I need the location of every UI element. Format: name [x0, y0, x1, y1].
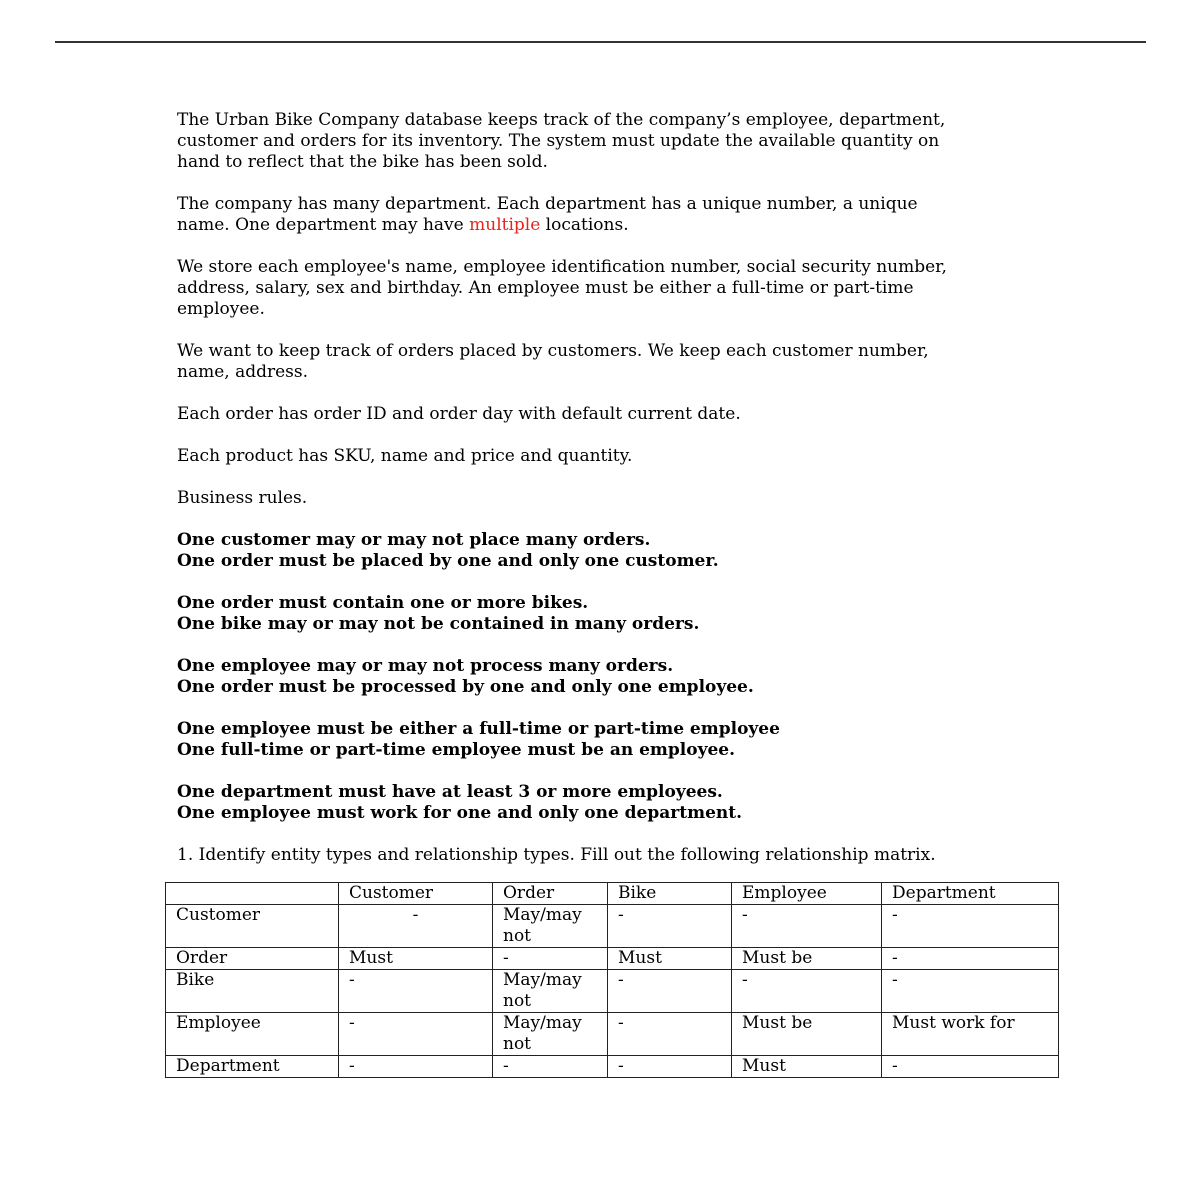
- business-rule: One department must have at least 3 or more employees.: [177, 782, 723, 802]
- matrix-header-cell: Bike: [608, 883, 732, 905]
- matrix-cell: Must: [608, 948, 732, 970]
- employee-paragraph: [177, 257, 1057, 320]
- business-rule: One order must be placed by one and only one customer.: [177, 551, 719, 571]
- matrix-row-label: Department: [166, 1056, 339, 1078]
- matrix-row: [166, 1056, 1059, 1078]
- text-line: We want to keep track of orders placed by customers. We keep each customer number,: [177, 341, 929, 361]
- matrix-cell: -: [882, 970, 1059, 1013]
- business-rule: One order must be processed by one and only one employee.: [177, 677, 754, 697]
- matrix-cell: Must be: [732, 1013, 882, 1056]
- matrix-cell: -: [882, 1056, 1059, 1078]
- product-attributes: Each product has SKU, name and price and quantity.: [177, 446, 633, 466]
- matrix-cell: -: [339, 1013, 493, 1056]
- text-line: employee.: [177, 299, 265, 319]
- matrix-cell: -: [882, 905, 1059, 948]
- matrix-row-label: Bike: [166, 970, 339, 1013]
- order-attributes: Each order has order ID and order day with default current date.: [177, 404, 741, 424]
- business-rule-group: [177, 719, 1057, 761]
- matrix-header-row: [166, 883, 1059, 905]
- question-text: 1. Identify entity types and relationship types. Fill out the following relationship matrix.: [177, 845, 936, 865]
- matrix-row: [166, 905, 1059, 948]
- business-rule: One full-time or part-time employee must be an employee.: [177, 740, 736, 760]
- matrix-header-cell: Employee: [732, 883, 882, 905]
- text-line: The Urban Bike Company database keeps track of the company’s employee, department,: [177, 110, 946, 130]
- matrix-cell: -: [732, 970, 882, 1013]
- business-rule-group: [177, 782, 1057, 824]
- matrix-row-label: Order: [166, 948, 339, 970]
- matrix-header-cell: [166, 883, 339, 905]
- text-segment: name. One department may have: [177, 215, 470, 235]
- business-rule-group: [177, 530, 1057, 572]
- matrix-cell: -: [339, 1056, 493, 1078]
- matrix-cell: -: [608, 1013, 732, 1056]
- business-rule: One customer may or may not place many orders.: [177, 530, 651, 550]
- matrix-cell: May/may not: [493, 970, 608, 1013]
- text-line: customer and orders for its inventory. The system must update the available quantity on: [177, 131, 940, 151]
- matrix-row: [166, 970, 1059, 1013]
- text-line: [177, 215, 1057, 236]
- matrix-header-cell: Order: [493, 883, 608, 905]
- text-line: The company has many department. Each department has a unique number, a unique: [177, 194, 918, 214]
- matrix-cell: -: [493, 948, 608, 970]
- matrix-cell: Must work for: [882, 1013, 1059, 1056]
- matrix-cell: -: [493, 1056, 608, 1078]
- matrix-cell: -: [339, 905, 493, 948]
- highlighted-word: multiple: [469, 215, 541, 235]
- matrix-header-cell: Department: [882, 883, 1059, 905]
- business-rule: One order must contain one or more bikes.: [177, 593, 589, 613]
- business-rule: One employee may or may not process many orders.: [177, 656, 674, 676]
- business-rule: One bike may or may not be contained in many orders.: [177, 614, 700, 634]
- business-rule-group: [177, 656, 1057, 698]
- orders-paragraph: [177, 341, 1057, 383]
- relationship-matrix: [165, 882, 1059, 1078]
- text-segment: locations.: [540, 215, 629, 235]
- text-line: We store each employee's name, employee identification number, social security number,: [177, 257, 947, 277]
- business-rule: One employee must work for one and only one department.: [177, 803, 743, 823]
- intro-paragraph: [177, 110, 1057, 173]
- business-rule: One employee must be either a full-time or part-time employee: [177, 719, 780, 739]
- text-line: address, salary, sex and birthday. An employee must be either a full-time or part-time: [177, 278, 914, 298]
- matrix-cell: Must be: [732, 948, 882, 970]
- matrix-cell: May/may not: [493, 1013, 608, 1056]
- matrix-cell: -: [732, 905, 882, 948]
- business-rules-heading: Business rules.: [177, 488, 308, 508]
- text-line: name, address.: [177, 362, 309, 382]
- matrix-row: [166, 1013, 1059, 1056]
- matrix-cell: -: [608, 970, 732, 1013]
- matrix-cell: -: [608, 905, 732, 948]
- document-body: [177, 110, 1057, 887]
- matrix-cell: May/may not: [493, 905, 608, 948]
- business-rule-group: [177, 593, 1057, 635]
- matrix-cell: -: [339, 970, 493, 1013]
- matrix-row: [166, 948, 1059, 970]
- matrix-row-label: Employee: [166, 1013, 339, 1056]
- matrix-cell: Must: [339, 948, 493, 970]
- matrix-cell: -: [608, 1056, 732, 1078]
- text-line: hand to reflect that the bike has been sold.: [177, 152, 548, 172]
- matrix-header-cell: Customer: [339, 883, 493, 905]
- matrix-row-label: Customer: [166, 905, 339, 948]
- page-header-rule: [55, 41, 1146, 43]
- matrix-cell: -: [882, 948, 1059, 970]
- department-paragraph: [177, 194, 1057, 236]
- matrix-cell: Must: [732, 1056, 882, 1078]
